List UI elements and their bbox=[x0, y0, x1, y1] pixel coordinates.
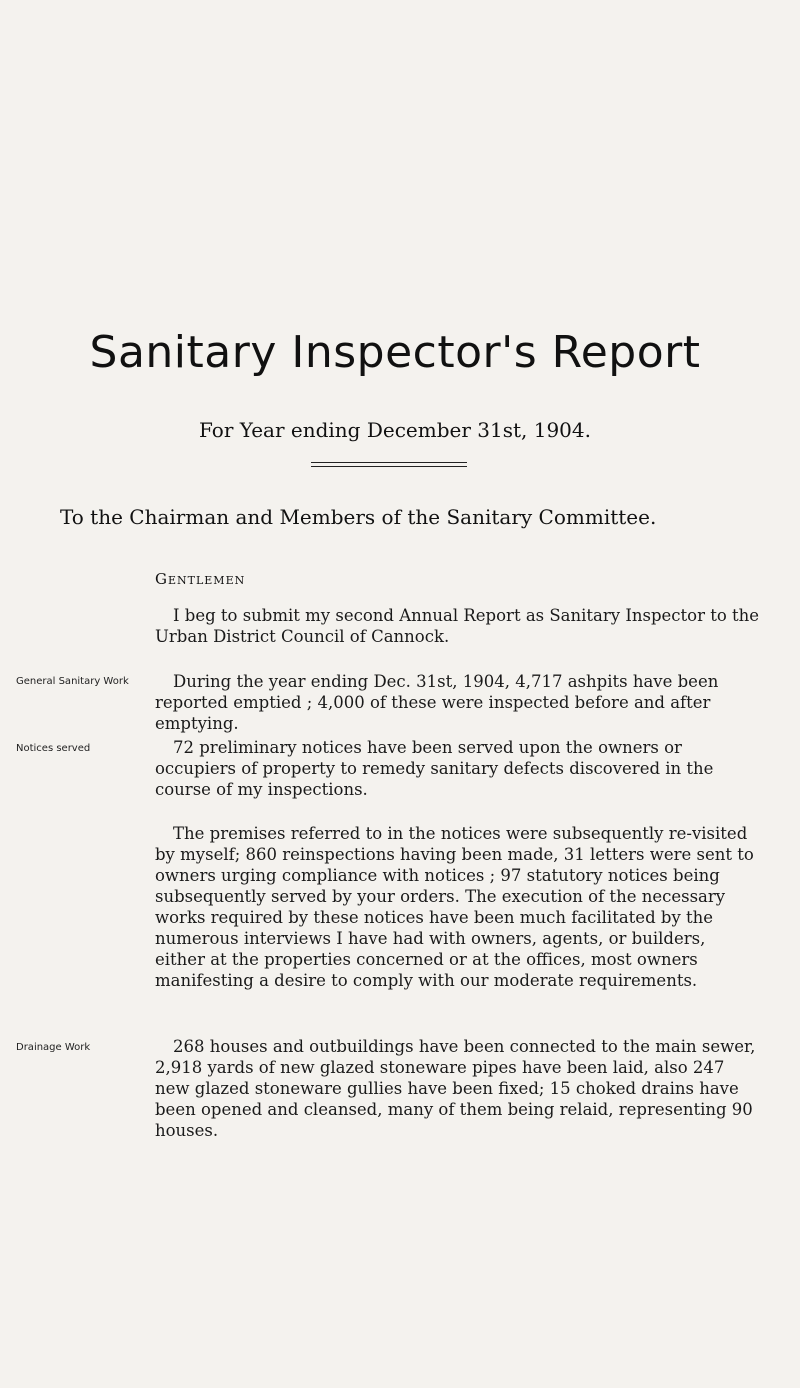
notices-paragraph: 72 preliminary notices have been served upon the owners or occupiers of property to remedy sanitary defects discovered in the course of my inspections. bbox=[155, 738, 714, 799]
margin-note-general-sanitary-work: General Sanitary Work bbox=[16, 676, 129, 687]
intro-paragraph: I beg to submit my second Annual Report as Sanitary Inspector to the Urban District Council of Cannock. bbox=[155, 606, 760, 646]
title-divider-top bbox=[311, 462, 467, 463]
report-title: Sanitary Inspector's Report bbox=[89, 327, 701, 378]
title-divider-bottom bbox=[311, 466, 467, 467]
margin-note-drainage-work: Drainage Work bbox=[16, 1042, 91, 1053]
ashpits-paragraph: During the year ending Dec. 31st, 1904, 4,717 ashpits have been reported emptied ; 4,000 of these were inspected before and after emptying. bbox=[155, 672, 719, 733]
report-subtitle: For Year ending December 31st, 1904. bbox=[199, 418, 591, 442]
reinspections-paragraph: The premises referred to in the notices were subsequently re-visited by myself; 860 reinspections having been made, 31 letters were sent to owners urging compliance with notices ; 97 statutory notices being subsequently served by your orders. The execution of the necessary works required by these notices have been much facilitated by the numerous interviews I have had with owners, agents, or builders, either at the properties concerned or at the offices, most owners manifesting a desire to comply with our moderate requirements. bbox=[155, 824, 754, 990]
addressee-line: To the Chairman and Members of the Sanitary Committee. bbox=[60, 505, 657, 529]
drainage-paragraph: 268 houses and outbuildings have been connected to the main sewer, 2,918 yards of new glazed stoneware pipes have been laid, also 247 new glazed stoneware gullies have been fixed; 15 choked drains have been opened and cleansed, many of them being relaid, representing 90 houses. bbox=[155, 1037, 756, 1140]
salutation: Gentlemen bbox=[155, 570, 246, 588]
margin-note-notices-served: Notices served bbox=[16, 743, 91, 754]
